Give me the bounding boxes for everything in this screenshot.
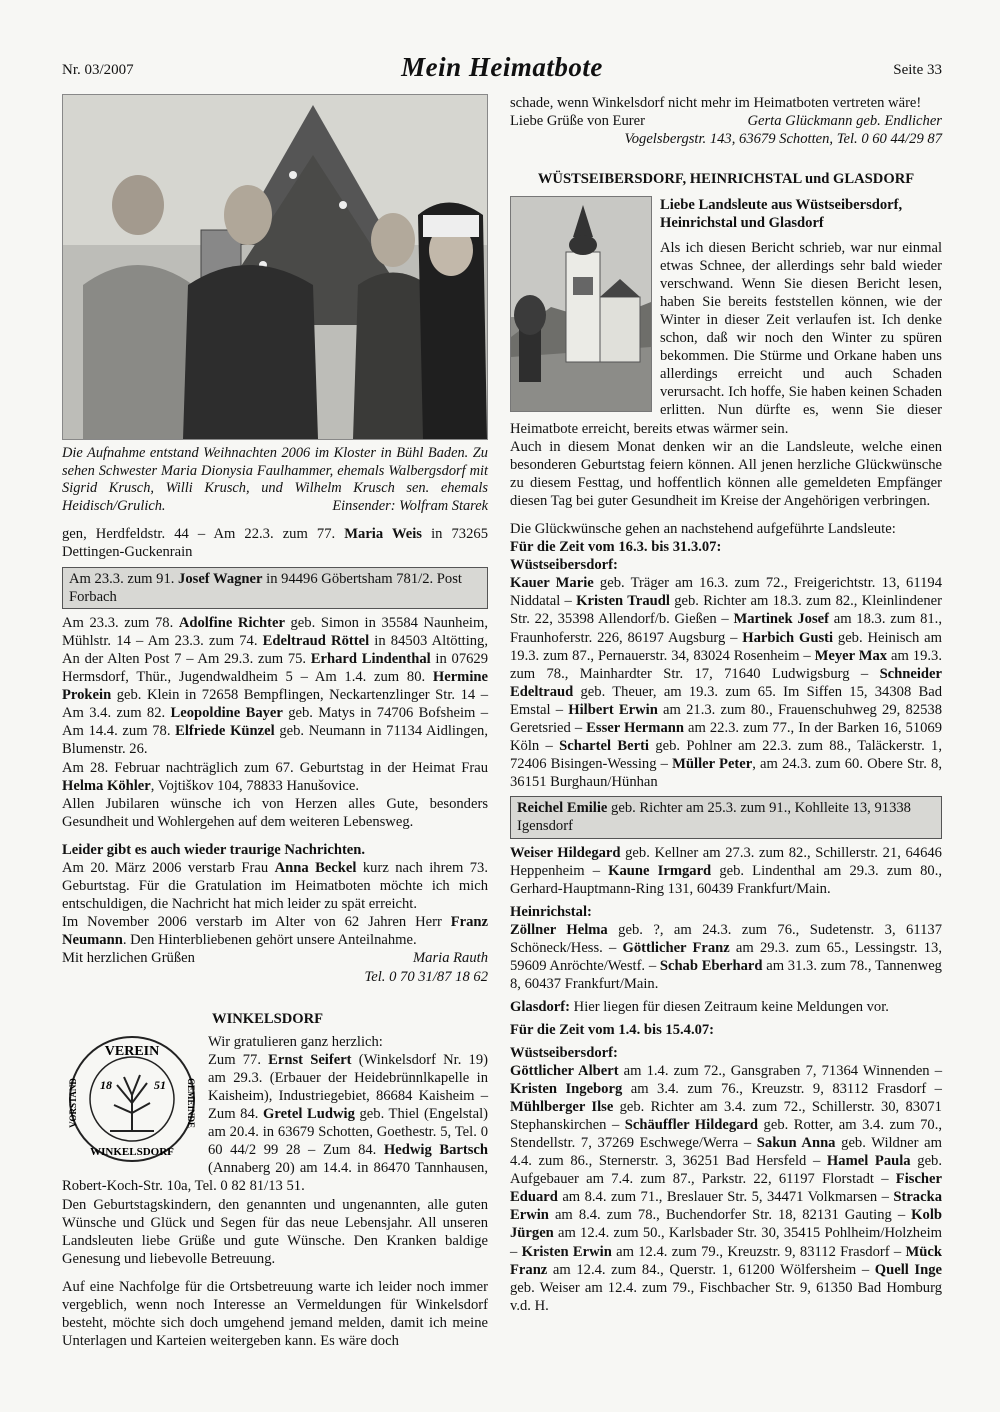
page-number: Seite 33 [893, 62, 942, 78]
wuestseibersdorf-list-3 [510, 1062, 942, 1315]
winkelsdorf-succession: Auf eine Nachfolge für die Ortsbetreuung warte ich leider noch immer vergeblich, wenn noch Interesse an Vermeldungen für Winkelsdorf besteht, möchte sich doch umgehend jemand melden, damit ich meine Unterlagen und Karteien weitergeben kann. Es wäre doch [62, 1278, 488, 1350]
entry-text: geb. Klein in 72658 Bempflingen, Neckartenzlinger Str. 14 – Am 3.4. zum 82. [62, 687, 488, 722]
sad-news-heading: Leider gibt es auch wieder traurige Nachrichten. [62, 841, 366, 858]
entry-text: geb. Träger am 16.3. zum 72., Freigerichtstr. 13, 61194 Niddatal – [510, 575, 942, 610]
person-name: Mück Franz [510, 1243, 942, 1278]
person-name: Harbich Gusti [742, 629, 834, 646]
list-intro: Die Glückwünsche gehen an nachstehend aufgeführte Landsleute: [510, 520, 896, 537]
page-header [62, 52, 942, 88]
person-name: Kristen Ingeborg [510, 1080, 623, 1097]
regards-name: Gerta Glückmann geb. Endlicher [747, 113, 942, 130]
deceased-name: Franz Neumann [62, 914, 488, 949]
right-column [510, 94, 942, 1315]
entry-text: am 12.4. zum 50., Karlsbader Str. 30, 35415 Pohlheim/Holzheim – [510, 1225, 942, 1260]
wuestseibersdorf-list-1 [510, 574, 942, 791]
person-name: Meyer Max [814, 647, 888, 664]
entry-text: geb. Aufgebauer am 7.4. zum 87., Parkstr. 22, 61197 Florstadt – [510, 1153, 942, 1188]
seal-year-left: 18 [100, 1077, 112, 1092]
entry-text: geb. Neumann in 71134 Aidlingen, Blumenstr. 26. [62, 723, 488, 758]
winkelsdorf-wishes: Den Geburtstagskindern, den genannten und ungenannten, alle guten Wünsche und Glück und Segen für das neue Lebensjahr. All unseren Landsleuten liebe Grüße und gute Wünsche. Den Kranken baldige Genesung und liebevolle Betreuung. [62, 1196, 488, 1267]
greeting: Mit herzlichen Grüßen [62, 950, 195, 967]
heinrichstal-heading: Heinrichstal: [510, 903, 592, 920]
wuestseibersdorf-list-2 [510, 844, 942, 898]
person-name: Kaune Irmgard [608, 862, 712, 879]
glasdorf-heading: Glasdorf: [510, 999, 570, 1016]
newspaper-logo: Mein Heimatbote [401, 52, 603, 82]
entry-text: am 12.4. zum 79., Kreuzstr. 9, 83112 Frasdorf – [611, 1243, 906, 1260]
deceased-name: Anna Beckel [274, 859, 357, 876]
entry-text: am 3.4. zum 76., Kreuzstr. 9, 83112 Frasdorf – [622, 1080, 942, 1097]
person-name: Zöllner Helma [510, 921, 608, 938]
person-name: Elfriede Künzel [175, 723, 275, 740]
entry-text: in 07629 Hermsdorf, Thür., Jugendwaldheim 5 – Am 1.4. zum 80. [62, 650, 489, 686]
entry-text: geb. Richter am 18.3. zum 82., Kleinlindener Str. 22, 35398 Allendorf/b. Gießen – [510, 593, 942, 628]
entry-text: geb. ?, am 24.3. zum 76., Sudetenstr. 3, 61137 Schöneck/Hess. – [510, 921, 942, 957]
person-name: Hilbert Erwin [568, 701, 658, 718]
winkelsdorf-intro: Wir gratulieren ganz herzlich: [208, 1033, 383, 1050]
caption-text: Die Aufnahme entstand Weihnachten 2006 im Kloster in Bühl Baden. Zu sehen Schwester Maria Dionysia Faulhammer, ehemals Walbergsdorf mit Sigrid Krusch, Willi Krusch, und Wilhelm Krusch sen. ehemals Heidisch/Grulich. [62, 445, 488, 514]
person-name: Mühlberger Ilse [510, 1098, 614, 1115]
entry-text: am 18.3. zum 81., Fraunhoferstr. 226, 86197 Augsburg – [510, 611, 942, 646]
entry-text: geb. Lindenthal am 29.3. zum 80., Gerhard-Hauptmann-Ring 131, 60439 Frankfurt/Main. [510, 862, 942, 897]
person-name: Leopoldine Bayer [170, 705, 283, 722]
regards-address: Vogelsbergstr. 143, 63679 Schotten, Tel. 0 60 44/29 87 [624, 131, 942, 148]
christmas-photo [62, 94, 488, 440]
entry-text: in 84503 Altötting, An der Alten Post 7 – Am 29.3. zum 75. [62, 632, 488, 667]
section-heading: WÜSTSEIBERSDORF, HEINRICHSTAL und GLASDORF [537, 171, 915, 188]
person-name: Weiser Hildegard [510, 844, 621, 861]
church-photo [510, 196, 652, 412]
entry-text: geb. Wildner am 4.4. zum 86., Sternerstr. 3, 36251 Bad Hersfeld – [510, 1134, 942, 1170]
person-name: Schneider Edeltraud [510, 665, 942, 700]
wishes-paragraph: Allen Jubilaren wünsche ich von Herzen alles Gute, besonders Gesundheit und Wohlergehen auf dem weiteren Lebensweg. [62, 795, 488, 830]
left-column [62, 94, 488, 1350]
entry-text: geb. Pohlner am 22.3. zum 88., Taläckerstr. 1, 72406 Bisingen-Wessing – [510, 738, 942, 773]
entry-text: geb. Kellner am 27.3. zum 82., Schillerstr. 21, 64646 Heppenheim – [510, 844, 942, 879]
signer-name: Maria Rauth [413, 950, 488, 967]
person-name: Kristen Erwin [521, 1243, 612, 1260]
entry-text: am 8.4. zum 71., Breslauer Str. 5, 34471 Volkmarsen – [557, 1189, 894, 1206]
seal-top-text: VEREIN [104, 1043, 160, 1059]
photo-caption [62, 445, 488, 515]
entry-text: geb. Weiser am 12.4. zum 79., Fischbacher Str. 9, 61350 Bad Homburg v.d. H. [510, 1279, 942, 1314]
caption-sender: Einsender: Wolfram Starek [332, 497, 488, 514]
entry-text: am 22.3. zum 77., In der Barken 16, 51069 Köln – [510, 720, 943, 755]
person-name: Hamel Paula [826, 1153, 911, 1170]
highlight-box-reichel: Reichel Emilie geb. Richter am 25.3. zum 91., Kohlleite 13, 91338 Igensdorf [510, 796, 942, 838]
entry-text: geb. Simon in 35584 Naunheim, Mühlstr. 14 – Am 23.3. zum 74. [62, 614, 488, 649]
period-heading-2: Für die Zeit vom 1.4. bis 15.4.07: [510, 1022, 715, 1039]
seal-year-right: 51 [154, 1077, 166, 1092]
person-name: Kristen Traudl [576, 593, 670, 610]
wuestseibersdorf-heading-2: Wüstseibersdorf: [510, 1044, 618, 1061]
person-name: Esser Hermann [586, 720, 684, 736]
person-name: Göttlicher Albert [510, 1062, 619, 1079]
heinrichstal-list [510, 921, 942, 993]
person-name: Schartel Berti [559, 738, 649, 755]
church-illustration [511, 197, 651, 411]
glasdorf-paragraph: Glasdorf: Hier liegen für diesen Zeitraum keine Meldungen vor. [510, 999, 889, 1016]
birthday-paragraph: gen, Herdfeldstr. 44 – Am 22.3. zum 77. Maria Weis in 73265 Dettingen-Guckenrain [62, 526, 488, 561]
person-name: Gretel Ludwig [263, 1106, 355, 1123]
entry-text: Zum 77. [208, 1051, 269, 1068]
person-name: Edeltraud Röttel [262, 632, 370, 649]
obituary-paragraph: Im November 2006 verstarb im Alter von 62 Jahren Herr Franz Neumann. Den Hinterbliebenen gehört unsere Anteilnahme. [62, 914, 488, 949]
entry-text: geb. Richter am 3.4. zum 72., Schillerstr. 30, 83071 Stephanskirchen – [510, 1098, 942, 1133]
person-name: Schäuffler Hildegard [624, 1116, 759, 1133]
person-name: Hermine Prokein [62, 669, 488, 704]
entry-text: geb. Heinisch am 19.3. zum 87., Pernauerstr. 34, 83024 Rosenheim – [510, 629, 942, 664]
highlight-box-josef-wagner: Am 23.3. zum 91. Josef Wagner in 94496 Göbertsham 781/2. Post Forbach [62, 567, 488, 609]
person-name: Sakun Anna [756, 1134, 836, 1151]
intro-paragraph: Als ich diesen Bericht schrieb, war nur einmal etwas Schnee, der allerdings sehr bald wieder verschwand. Wenn Sie diesen Bericht lesen, haben Sie bereits feststellen können, wie der Winter in dieser Zeit verlaufen ist. Ich denke schon, daß wir noch den Winter zu spüren bekommen. Die Stürme und Orkane haben uns allerdings erreicht und auch Schaden verursacht. Ich hoffe, Sie haben keinen Schaden erlitten. Nun dürfte es, wenn Sie dieser Heimatbote erreicht, bereits etwas wärmer sein. [510, 239, 942, 437]
person-name: Adolfine Richter [178, 614, 285, 631]
entry-text: (Winkelsdorf Nr. 19) am 29.3. (Erbauer der Heidebrünnlkapelle in Kaisheim), Industriegebiet, 86684 Kaisheim – Zum 84. [208, 1051, 488, 1123]
entry-text: am 12.4. zum 84., Querstr. 1, 61200 Wölfersheim – [547, 1261, 875, 1278]
entry-text: , am 24.3. zum 60. Obere Str. 8, 36151 Burghaun/Hünhan [510, 756, 942, 791]
entry-text: geb. Matys in 74706 Bofsheim – Am 14.4. zum 78. [62, 705, 489, 740]
entry-text: geb. Theuer, am 19.3. zum 65. Im Siffen 15, 34308 Bad Emstal – [510, 683, 942, 718]
person-name: Stracka Erwin [510, 1189, 942, 1224]
entry-text: am 21.3. zum 80., Frauenschuhweg 29, 82538 Geretsried – [510, 701, 943, 736]
entry-text: Am 23.3. zum 78. [62, 614, 179, 631]
regards-text: Liebe Grüße von Eurer [510, 113, 645, 130]
seal-right-text: GEMEINDE [186, 1077, 196, 1128]
entry-text: am 29.3. zum 65., Lessingstr. 13, 59609 Anröchte/Westf. – [510, 940, 942, 975]
photo-illustration [63, 95, 487, 439]
person-name: Kolb Jürgen [510, 1207, 942, 1242]
signature-row [62, 949, 488, 967]
entry-text: am 31.3. zum 78., Tannenweg 8, 60437 Frankfurt/Main. [510, 958, 942, 993]
period-heading-1: Für die Zeit vom 16.3. bis 31.3.07: [510, 539, 722, 556]
entry-text: geb. Rotter, am 3.4. zum 70., Stendellstr. 7, 37269 Eschwege/Werra – [510, 1116, 942, 1151]
issue-number: Nr. 03/2007 [62, 62, 134, 78]
celebrant-name: Reichel Emilie [517, 800, 608, 817]
winkelsdorf-heading: WINKELSDORF [212, 1010, 324, 1027]
person-name: Fischer Eduard [510, 1171, 942, 1206]
entry-text: (Annaberg 20) am 14.4. in 86470 Tannhausen, Robert-Koch-Str. 10a, Tel. 0 82 81/13 51. [62, 1160, 488, 1195]
person-name: Göttlicher Franz [622, 940, 730, 957]
late-birthday-paragraph: Am 28. Februar nachträglich zum 67. Geburtstag in der Heimat Frau Helma Köhler, Vojtiškov 104, 78833 Hanušovice. [62, 759, 488, 794]
greeting-paragraph: Auch in diesem Monat denken wir an die Landsleute, welche einen besonderen Geburtstag feiern können. All jenen herzliche Glückwünsche zu diesem Festtag, und hoffentlich können alle gemeldeten Empfänger diesen Tag bei guter Gesundheit im Kreise der Angehörigen verbringen. [510, 438, 942, 509]
person-name: Müller Peter [672, 756, 753, 773]
obituary-paragraph: Am 20. März 2006 verstarb Frau Anna Beckel kurz nach ihrem 73. Geburtstag. Für die Gratulation im Heimatboten möchte ich mich entschuldigen, die Nachricht hat mich leider zu spät erreicht. [62, 859, 488, 913]
seal-bottom-text: WINKELSDORF [90, 1145, 174, 1158]
association-seal [62, 1033, 202, 1165]
salutation: Liebe Landsleute aus Wüstseibersdorf, Heinrichstal und Glasdorf [660, 197, 903, 232]
celebrant-name: Josef Wagner [178, 570, 263, 587]
seal-left-text: VORSTAND [68, 1077, 78, 1128]
person-name: Kauer Marie [510, 575, 594, 592]
winkelsdorf-continued: schade, wenn Winkelsdorf nicht mehr im Heimatboten vertreten wäre! [510, 95, 922, 111]
signer-phone: Tel. 0 70 31/87 18 62 [364, 968, 488, 985]
person-name: Erhard Lindenthal [310, 650, 431, 667]
person-name: Schab Eberhard [659, 958, 763, 975]
entry-text: am 19.3. zum 78., Mainhardter Str. 17, 71640 Ludwigsburg – [510, 647, 942, 682]
person-name: Quell Inge [874, 1261, 942, 1278]
entry-text: am 8.4. zum 78., Buchendorfer Str. 18, 82131 Gauting – [548, 1207, 912, 1224]
person-name: Martinek Josef [733, 611, 829, 628]
person-name: Ernst Seifert [268, 1051, 352, 1068]
birthday-list-paragraph [62, 614, 488, 759]
seal-illustration [62, 1033, 202, 1165]
person-name: Hedwig Bartsch [383, 1142, 488, 1159]
wuestseibersdorf-heading: Wüstseibersdorf: [510, 557, 618, 574]
celebrant-name: Helma Köhler [62, 777, 151, 794]
celebrant-name: Maria Weis [344, 526, 422, 543]
entry-text: geb. Thiel (Engelstal) am 20.4. in 63679 Schotten, Goethestr. 5, Tel. 0 60 44/2 99 28 – Zum 84. [208, 1106, 488, 1159]
regards-row [510, 112, 942, 130]
entry-text: am 1.4. zum 72., Gansgraben 7, 71364 Winnenden – [618, 1062, 942, 1079]
